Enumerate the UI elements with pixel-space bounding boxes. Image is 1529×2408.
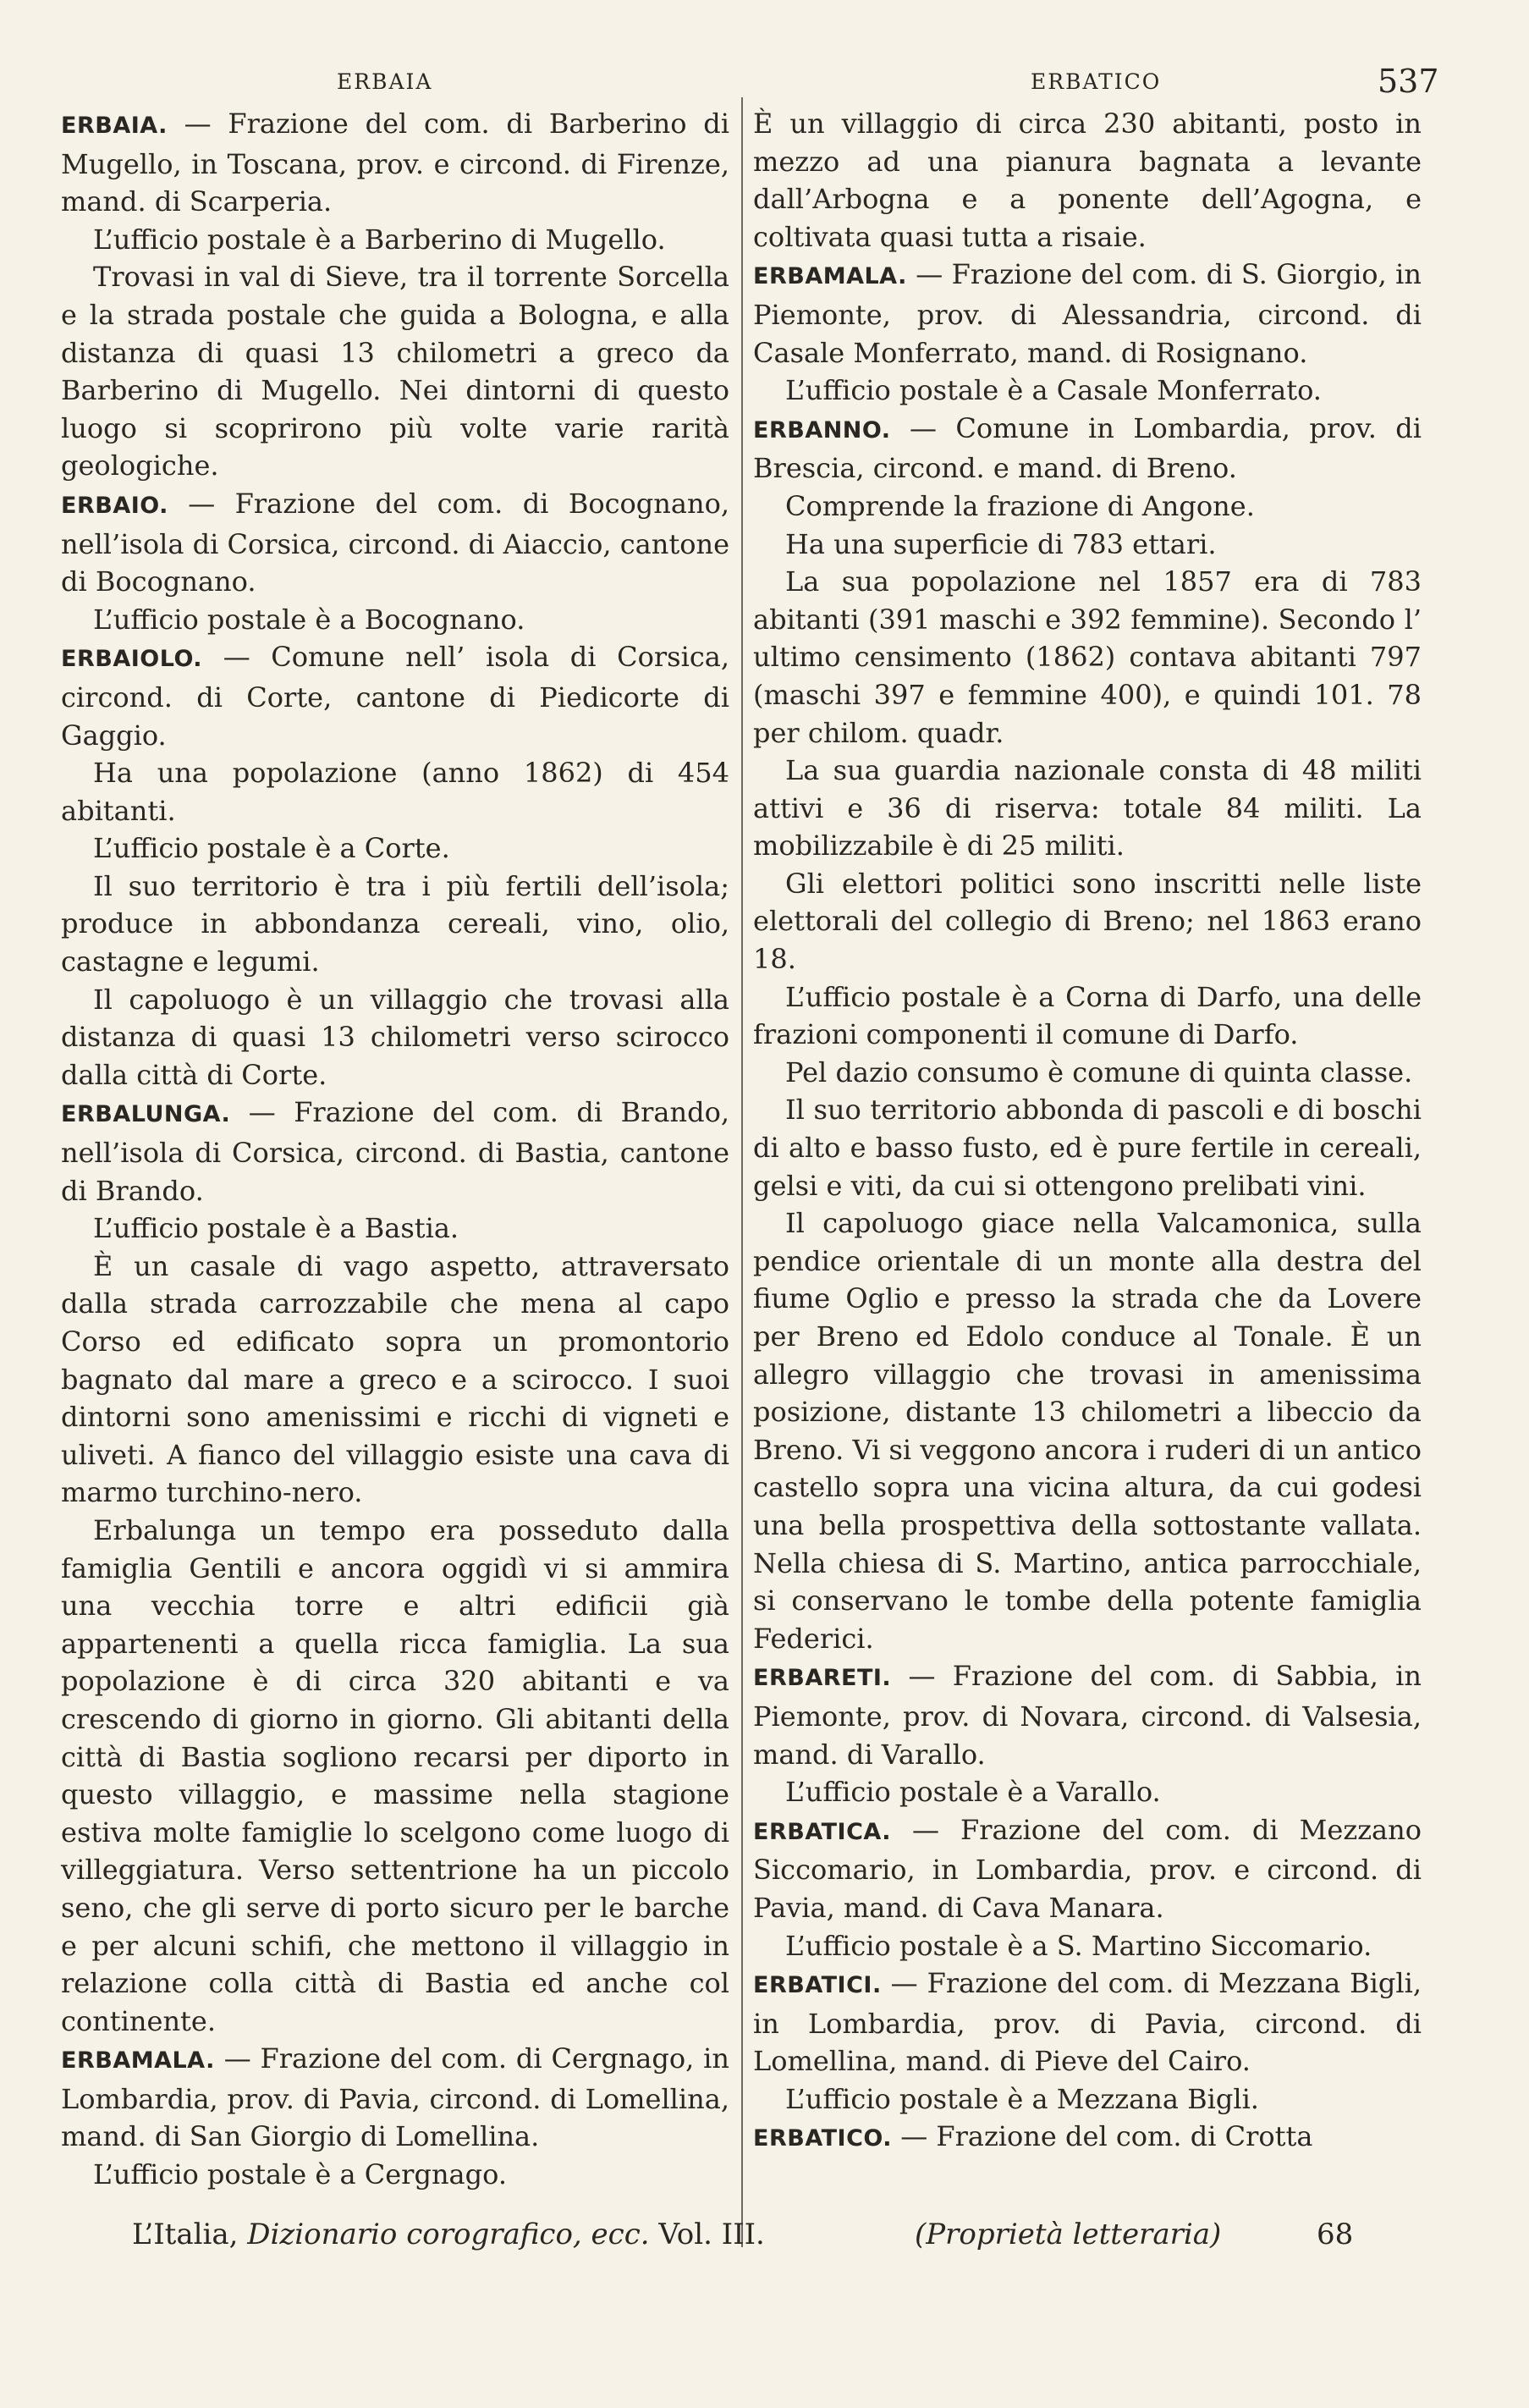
dictionary-entry (61, 2040, 729, 2156)
entry-text: — Frazione del com. di Bocognano, nell’isola di Corsica, circond. di Aiaccio, cantone di Bocognano. (61, 487, 729, 598)
entry-paragraph (61, 981, 729, 1094)
footer-property-note: (Proprietà letteraria) (915, 2218, 1222, 2251)
entry-text: Erbalunga un tempo era posseduto dalla famiglia Gentili e ancora oggidì vi si ammira una vecchia torre e altri edificii già appartenenti a quella ricca famiglia. La sua popolazione è di circa 320 abitanti e va crescendo di giorno in giorno. Gli abitanti della città di Bastia sogliono recarsi per diporto in questo villaggio, e massime nella stagione estiva molte famiglie lo scelgono come luogo di villeggiatura. Verso settentrione ha un piccolo seno, che gli serve di porto sicuro per le barche e per alcuni schifi, che mettono il villaggio in relazione colla città di Bastia ed anche col continente. (61, 1513, 729, 2037)
entry-text: La sua popolazione nel 1857 era di 783 abitanti (391 maschi e 392 femmine). Secondo l’ ultimo censimento (1862) contava abitanti 797 (maschi 397 e femmine 400), e quindi 101. 78 per chilom. quadr. (753, 565, 1422, 749)
entry-text: L’ufficio postale è a Mezzana Bigli. (785, 2082, 1259, 2115)
entry-paragraph (753, 563, 1422, 752)
entry-paragraph (753, 1091, 1422, 1204)
entry-headword: ERBATICO. (753, 2125, 893, 2152)
running-head-left: ERBAIA (337, 69, 433, 94)
entry-paragraph (61, 1512, 729, 2040)
entry-text: Il suo territorio abbonda di pascoli e di boschi di alto e basso fusto, ed è pure fertile in cereali, gelsi e viti, da cui si ottengono prelibati vini. (753, 1094, 1422, 1202)
entry-text: È un villaggio di circa 230 abitanti, posto in mezzo ad una pianura bagnata a levante dall’Arbogna e a ponente dell’Agogna, e coltivata quasi tutta a risaie. (753, 107, 1422, 253)
entry-text: — Frazione del com. di S. Giorgio, in Piemonte, prov. di Alessandria, circond. di Casale Monferrato, mand. di Rosignano. (753, 258, 1422, 369)
entry-text: — Comune in Lombardia, prov. di Brescia, circond. e mand. di Breno. (753, 411, 1422, 485)
entry-text: L’ufficio postale è a Corna di Darfo, una delle frazioni componenti il comune di Darfo. (753, 980, 1422, 1051)
page-number: 537 (1378, 63, 1439, 100)
entry-paragraph (753, 865, 1422, 978)
entry-paragraph (753, 2080, 1422, 2119)
entry-paragraph (753, 1773, 1422, 1811)
dictionary-entry (753, 1811, 1422, 1927)
right-column (753, 105, 1422, 2158)
dictionary-entry (61, 638, 729, 754)
left-column (61, 105, 729, 2194)
dictionary-entry (61, 1094, 729, 1210)
entry-paragraph (753, 1927, 1422, 1965)
dictionary-entry (753, 1657, 1422, 1773)
entry-headword: ERBAMALA. (753, 263, 907, 290)
entry-text: — Frazione del com. di Brando, nell’isola di Corsica, circond. di Bastia, cantone di Brando. (61, 1096, 729, 1207)
footer-volume: Vol. III. (658, 2218, 765, 2251)
entry-paragraph (61, 829, 729, 868)
entry-paragraph (61, 2156, 729, 2194)
entry-paragraph (753, 1204, 1422, 1657)
entry-text: L’ufficio postale è a Varallo. (785, 1776, 1161, 1809)
entry-paragraph (61, 601, 729, 639)
entry-text: L’ufficio postale è a S. Martino Siccomario. (785, 1929, 1372, 1962)
entry-headword: ERBAIOLO. (61, 646, 203, 673)
dictionary-entry (753, 410, 1422, 488)
footer (132, 2218, 1401, 2260)
entry-text: — Frazione del com. di Sabbia, in Piemonte, prov. di Novara, circond. di Valsesia, mand. di Varallo. (753, 1660, 1422, 1771)
entry-text: — Frazione del com. di Barberino di Mugello, in Toscana, prov. e circond. di Firenze, mand. di Scarperia. (61, 107, 729, 218)
dictionary-entry (61, 485, 729, 601)
column-divider (741, 97, 743, 2247)
entry-text: L’ufficio postale è a Barberino di Mugello. (93, 223, 666, 256)
entry-text: Gli elettori politici sono inscritti nelle liste elettorali del collegio di Breno; nel 1863 erano 18. (753, 867, 1422, 976)
entry-paragraph (61, 1210, 729, 1248)
entry-text: Il capoluogo giace nella Valcamonica, sulla pendice orientale di un monte alla destra del fiume Oglio e presso la strada che da Lovere per Breno ed Edolo conduce al Tonale. È un allegro villaggio che trovasi in amenissima posizione, distante 13 chilometri a libeccio da Breno. Vi si veggono ancora i ruderi di un antico castello sopra una vicina altura, da cui godesi una bella prospettiva della sottostante vallata. Nella chiesa di S. Martino, antica parrocchiale, si conservano le tombe della potente famiglia Federici. (753, 1207, 1422, 1655)
entry-paragraph (753, 978, 1422, 1054)
entry-headword: ERBAMALA. (61, 2047, 215, 2075)
dictionary-entry (61, 105, 729, 221)
entry-headword: ERBATICA. (753, 1818, 892, 1845)
entry-text: — Comune nell’ isola di Corsica, circond. di Corte, cantone di Piedicorte di Gaggio. (61, 641, 729, 752)
entry-text: L’ufficio postale è a Cergnago. (93, 2158, 507, 2191)
entry-paragraph (753, 105, 1422, 256)
entry-paragraph (753, 1054, 1422, 1092)
entry-headword: ERBAIO. (61, 492, 168, 519)
entry-headword: ERBATICI. (753, 1972, 882, 1999)
entry-paragraph (61, 754, 729, 829)
entry-paragraph (61, 258, 729, 485)
dictionary-entry (753, 256, 1422, 372)
footer-title (132, 2218, 765, 2251)
entry-text: — Frazione del com. di Crotta (892, 2120, 1313, 2153)
entry-paragraph (61, 221, 729, 259)
entry-paragraph (753, 526, 1422, 564)
dictionary-entry (753, 1964, 1422, 2080)
entry-headword: ERBANNO. (753, 416, 891, 444)
footer-sheet-number: 68 (1317, 2218, 1354, 2251)
footer-title-prefix: L’Italia, (132, 2218, 239, 2251)
entry-text: È un casale di vago aspetto, attraversato dalla strada carrozzabile che mena al capo Corso ed edificato sopra un promontorio bagnato dal mare a greco e a scirocco. I suoi dintorni sono amenissimi e ricchi di vigneti e uliveti. A fianco del villaggio esiste una cava di marmo turchino-nero. (61, 1249, 729, 1509)
entry-text: L’ufficio postale è a Bocognano. (93, 603, 525, 636)
entry-text: L’ufficio postale è a Corte. (93, 832, 450, 865)
entry-headword: ERBALUNGA. (61, 1101, 231, 1128)
entry-text: Trovasi in val di Sieve, tra il torrente Sorcella e la strada postale che guida a Bologna, e alla distanza di quasi 13 chilometri a greco da Barberino di Mugello. Nei dintorni di questo luogo si scoprirono più volte varie rarità geologiche. (61, 261, 729, 482)
entry-headword: ERBAIA. (61, 113, 168, 139)
entry-text: L’ufficio postale è a Bastia. (93, 1212, 459, 1245)
footer-title-italic: Dizionario corografico, ecc. (247, 2218, 650, 2251)
entry-text: Il capoluogo è un villaggio che trovasi alla distanza di quasi 13 chilometri verso scirocco dalla città di Corte. (61, 983, 729, 1091)
entry-paragraph (61, 1248, 729, 1512)
entry-text: Ha una popolazione (anno 1862) di 454 abitanti. (61, 757, 729, 827)
dictionary-entry (753, 2118, 1422, 2158)
entry-paragraph (753, 372, 1422, 410)
entry-headword: ERBARETI. (753, 1665, 892, 1692)
entry-text: — Frazione del com. di Mezzano Siccomario, in Lombardia, prov. e circond. di Pavia, mand. di Cava Manara. (753, 1813, 1422, 1924)
running-head-right: ERBATICO (1031, 69, 1162, 94)
entry-text: Comprende la frazione di Angone. (785, 489, 1255, 522)
entry-text: Pel dazio consumo è comune di quinta classe. (785, 1055, 1413, 1088)
entry-text: L’ufficio postale è a Casale Monferrato. (785, 374, 1322, 407)
entry-paragraph (753, 488, 1422, 526)
entry-text: — Frazione del com. di Mezzana Bigli, in Lombardia, prov. di Pavia, circond. di Lomellina, mand. di Pieve del Cairo. (753, 1967, 1422, 2078)
entry-text: Ha una superficie di 783 ettari. (785, 527, 1217, 560)
entry-text: Il suo territorio è tra i più fertili dell’isola; produce in abbondanza cereali, vino, olio, castagne e legumi. (61, 869, 729, 978)
entry-paragraph (61, 868, 729, 981)
entry-text: — Frazione del com. di Cergnago, in Lombardia, prov. di Pavia, circond. di Lomellina, mand. di San Giorgio di Lomellina. (61, 2042, 729, 2153)
entry-paragraph (753, 752, 1422, 865)
entry-text: La sua guardia nazionale consta di 48 militi attivi e 36 di riserva: totale 84 militi. La mobilizzabile è di 25 militi. (753, 754, 1422, 862)
